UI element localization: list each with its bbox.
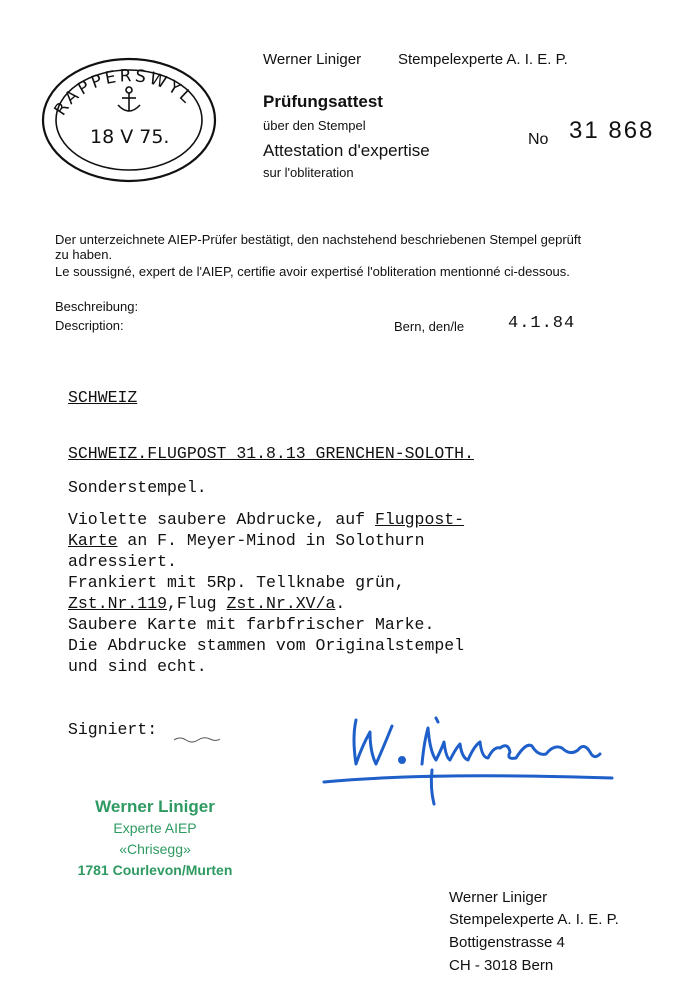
footer-title: Stempelexperte A. I. E. P. [449,911,619,928]
anchor-icon [118,87,140,111]
body-line-7: Die Abdrucke stammen vom Originalstempel [68,636,465,655]
stamp-type: Sonderstempel. [68,478,207,497]
body-line-5c: Zst.Nr.XV/a [226,594,336,613]
certificate-date: 4.1.84 [508,314,576,333]
signature-label: Signiert: [68,720,158,739]
signature-squiggle [172,730,222,738]
description-label-de: Beschreibung: [55,299,139,314]
postmark [38,55,220,185]
cancel-description: SCHWEIZ.FLUGPOST 31.8.13 GRENCHEN-SOLOTH. [68,444,474,463]
stamp-house: «Chrisegg» [119,841,191,857]
expert-title: Stempelexperte A. I. E. P. [398,51,568,68]
body-line-6: Saubere Karte mit farbfrischer Marke. [68,615,435,634]
place-label: Bern, den/le [394,319,465,334]
body-line-1b: Flugpost- [374,510,465,529]
certificate-number: 31 868 [569,117,655,144]
intro-de-line1: Der unterzeichnete AIEP-Prüfer bestätigt, den nachstehend beschriebenen Stempel geprüft [55,232,582,247]
postmark-seal [38,55,220,185]
expert-name: Werner Liniger [263,51,362,68]
body-line-2b: an F. Meyer-Minod in Solothurn [117,531,425,550]
intro-fr-line: Le soussigné, expert de l'AIEP, certifie avoir expertisé l'obliteration mentionné ci-dessous. [55,264,570,279]
handwritten-signature [318,708,618,808]
number-label: No [528,131,549,148]
stamp-name: Werner Liniger [95,797,215,816]
body-line-4: Frankiert mit 5Rp. Tellknabe grün, [68,573,405,592]
intro-de-line2: zu haben. [55,247,113,262]
body-line-8: und sind echt. [68,657,207,676]
body-line-5 [68,594,345,613]
body-line-5d: . [335,594,346,613]
footer-name: Werner Liniger [449,889,548,906]
body-line-2 [68,531,424,550]
title-de: Prüfungsattest [263,92,383,111]
stamp-address: 1781 Courlevon/Murten [77,862,233,878]
footer-street: Bottigenstrasse 4 [449,934,565,951]
svg-text:18 V 75.: 18 V 75. [90,126,170,148]
title-fr: Attestation d'expertise [263,141,430,160]
stamp-title: Experte AIEP [113,820,197,836]
body-line-1 [68,510,464,529]
subtitle-de: über den Stempel [263,118,366,133]
body-line-3: adressiert. [68,552,177,571]
body-line-5a: Zst.Nr.119 [68,594,168,613]
footer-city: CH - 3018 Bern [449,957,554,974]
body-line-5b: ,Flug [167,594,227,613]
body-line-1a: Violette saubere Abdrucke, auf [68,510,375,529]
body-line-2a: Karte [68,531,118,550]
description-label-fr: Description: [55,318,124,333]
subtitle-fr: sur l'obliteration [263,165,354,180]
svg-text:RAPPERSWYL: RAPPERSWYL [50,66,198,120]
country-heading: SCHWEIZ [68,388,138,407]
